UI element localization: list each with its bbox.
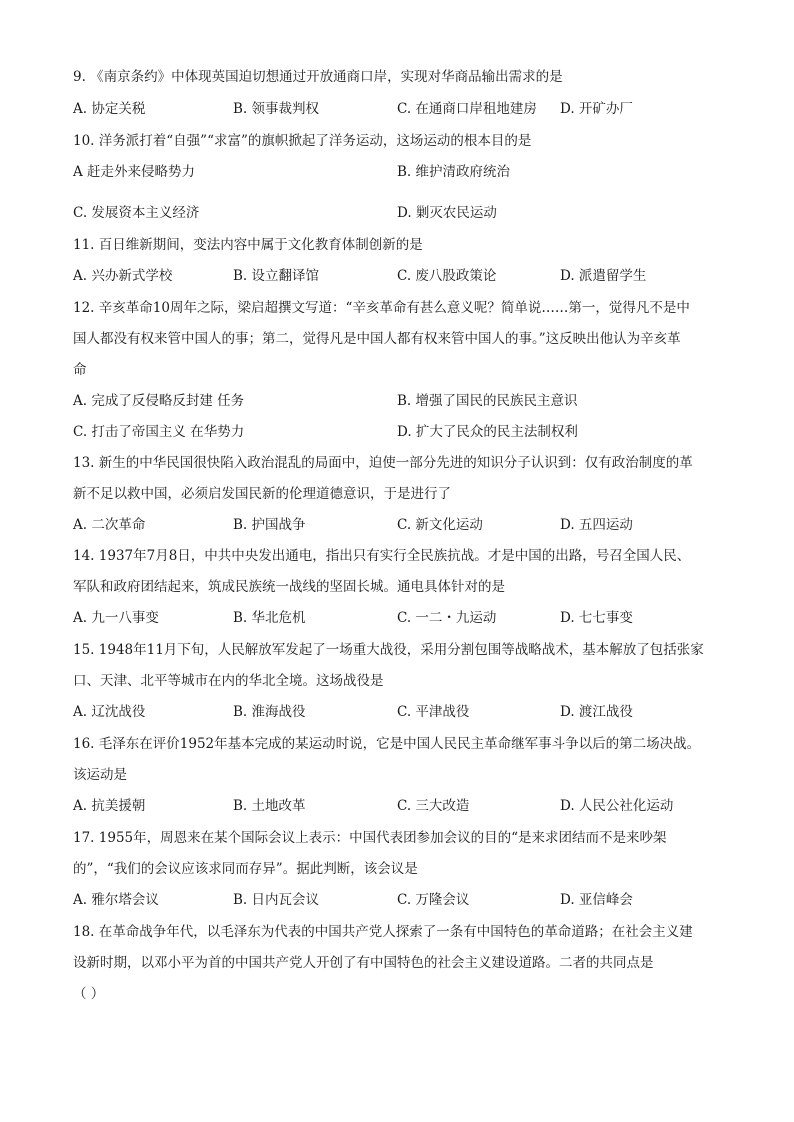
question-13-stem-line-1: 13. 新生的中华民国很快陷入政治混乱的局面中，迫使一部分先进的知识分子认识到：仅有政治制度的革 bbox=[73, 455, 693, 471]
question-13-option-c: C. 新文化运动 bbox=[397, 517, 483, 533]
question-15-stem-line-1: 15. 1948年11月下旬，人民解放军发起了一场重大战役，采用分割包围等战略战术，基本解放了包括张家 bbox=[73, 642, 704, 658]
question-17-option-d: D. 亚信峰会 bbox=[560, 892, 633, 908]
question-18-stem-line-2: 设新时期，以邓小平为首的中国共产党人开创了有中国特色的社会主义建设道路。二者的共同点是 bbox=[73, 955, 654, 971]
question-14-option-c: C. 一二・九运动 bbox=[397, 610, 497, 626]
question-16-stem-line-1: 16. 毛泽东在评价1952年基本完成的某运动时说，它是中国人民民主革命继军事斗争以后的第二场决战。 bbox=[73, 736, 701, 752]
question-15-option-c: C. 平津战役 bbox=[397, 704, 470, 720]
question-9-stem: 9. 《南京条约》中体现英国迫切想通过开放通商口岸，实现对华商品输出需求的是 bbox=[73, 69, 563, 85]
question-17-stem-line-1: 17. 1955年，周恩来在某个国际会议上表示：中国代表团参加会议的目的“是来求团结而不是来吵架 bbox=[73, 830, 667, 846]
question-15-stem-line-2: 口、天津、北平等城市在内的华北全境。这场战役是 bbox=[73, 673, 384, 689]
question-14-stem-line-1: 14. 1937年7月8日，中共中央发出通电，指出只有实行全民族抗战。才是中国的出路，号召全国人民、 bbox=[73, 548, 691, 564]
question-16-option-c: C. 三大改造 bbox=[397, 798, 470, 814]
question-11-option-a: A. 兴办新式学校 bbox=[73, 268, 173, 284]
question-15-option-b: B. 淮海战役 bbox=[233, 704, 306, 720]
question-16-option-b: B. 土地改革 bbox=[233, 798, 306, 814]
question-15-option-d: D. 渡江战役 bbox=[560, 704, 633, 720]
question-11-option-c: C. 废八股政策论 bbox=[397, 268, 497, 284]
question-12-option-a: A. 完成了反侵略反封建 任务 bbox=[73, 393, 245, 409]
question-12-option-b: B. 增强了国民的民族民主意识 bbox=[397, 393, 578, 409]
question-11-stem: 11. 百日维新期间，变法内容中属于文化教育体制创新的是 bbox=[73, 237, 423, 253]
question-13-stem-line-2: 新不足以救中国，必须启发国民新的伦理道德意识，于是进行了 bbox=[73, 486, 451, 502]
question-10-option-b: B. 维护清政府统治 bbox=[397, 164, 511, 180]
question-14-option-a: A. 九一八事变 bbox=[73, 610, 159, 626]
question-11-option-b: B. 设立翻译馆 bbox=[233, 268, 320, 284]
question-12-option-d: D. 扩大了民众的民主法制权利 bbox=[397, 424, 578, 440]
question-12-stem-line-2: 国人都没有权来管中国人的事；第二，觉得凡是中国人都有权来管中国人的事。”这反映出他认为辛亥革 bbox=[73, 331, 681, 347]
question-12-stem-line-3: 命 bbox=[73, 362, 87, 378]
question-10-option-c: C. 发展资本主义经济 bbox=[73, 205, 200, 221]
question-9-option-b: B. 领事裁判权 bbox=[233, 101, 320, 117]
question-17-option-b: B. 日内瓦会议 bbox=[233, 892, 320, 908]
question-12-stem-line-1: 12. 辛亥革命10周年之际，梁启超撰文写道：“辛亥革命有甚么意义呢？简单说……第一，觉得凡不是中 bbox=[73, 300, 690, 316]
question-18-answer-blank: （ ） bbox=[73, 986, 105, 1002]
question-15-option-a: A. 辽沈战役 bbox=[73, 704, 146, 720]
question-18-stem-line-1: 18. 在革命战争年代，以毛泽东为代表的中国共产党人探索了一条有中国特色的革命道路；在社会主义建 bbox=[73, 924, 693, 940]
question-10-option-d: D. 剿灭农民运动 bbox=[397, 205, 497, 221]
question-9-option-d: D. 开矿办厂 bbox=[560, 101, 633, 117]
question-14-option-d: D. 七七事变 bbox=[560, 610, 633, 626]
question-16-stem-line-2: 该运动是 bbox=[73, 767, 127, 783]
question-17-option-c: C. 万隆会议 bbox=[397, 892, 470, 908]
question-17-option-a: A. 雅尔塔会议 bbox=[73, 892, 159, 908]
question-17-stem-line-2: 的”，“我们的会议应该求同而存异”。据此判断，该会议是 bbox=[73, 861, 418, 877]
question-11-option-d: D. 派遣留学生 bbox=[560, 268, 647, 284]
question-9-option-a: A. 协定关税 bbox=[73, 101, 146, 117]
question-13-option-b: B. 护国战争 bbox=[233, 517, 306, 533]
question-10-option-a: A 赶走外来侵略势力 bbox=[73, 164, 196, 180]
question-16-option-a: A. 抗美援朝 bbox=[73, 798, 146, 814]
question-12-option-c: C. 打击了帝国主义 在华势力 bbox=[73, 424, 245, 440]
question-14-option-b: B. 华北危机 bbox=[233, 610, 306, 626]
question-16-option-d: D. 人民公社化运动 bbox=[560, 798, 674, 814]
question-13-option-d: D. 五四运动 bbox=[560, 517, 633, 533]
question-10-stem: 10. 洋务派打着“自强”“求富”的旗帜掀起了洋务运动，这场运动的根本目的是 bbox=[73, 133, 532, 149]
question-14-stem-line-2: 军队和政府团结起来，筑成民族统一战线的坚固长城。通电具体针对的是 bbox=[73, 579, 505, 595]
question-9-option-c: C. 在通商口岸租地建房 bbox=[397, 101, 537, 117]
question-13-option-a: A. 二次革命 bbox=[73, 517, 146, 533]
